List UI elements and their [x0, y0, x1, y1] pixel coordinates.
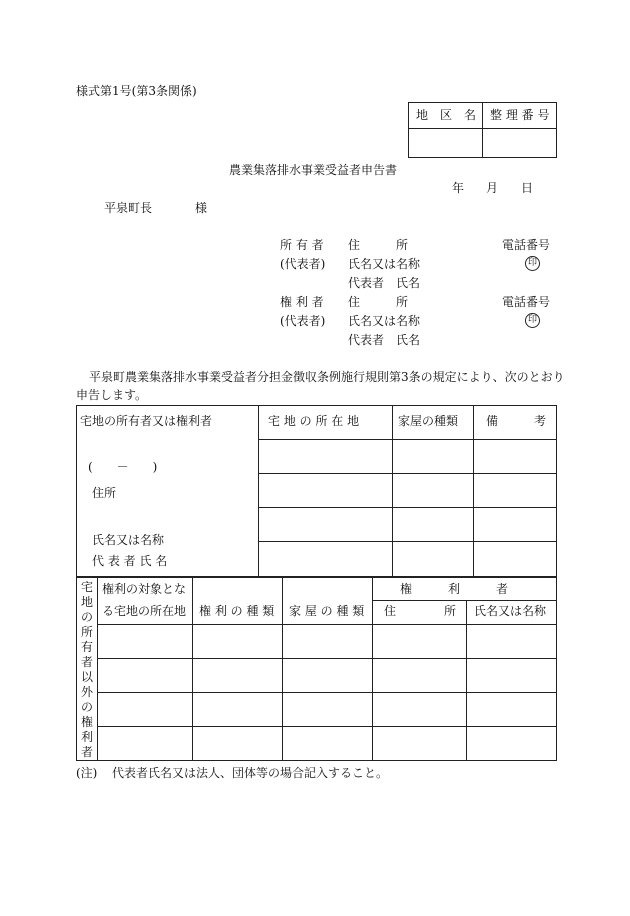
- holder-rep-label: (代表者): [280, 314, 326, 328]
- declaration-line-1: 平泉町農業集落排水事業受益者分担金徴収条例施行規則第3条の規定により、次のとおり: [89, 370, 565, 384]
- holder-table-header-location-2: る宅地の所在地: [102, 604, 187, 618]
- holder-table-header-name: 氏名又は名称: [474, 604, 547, 618]
- side-label-char: 者: [80, 745, 93, 759]
- holder-role: 権 利 者: [280, 295, 324, 309]
- side-label-char: の: [80, 700, 93, 714]
- district-field[interactable]: [410, 132, 480, 156]
- holder-phone-label: 電話番号: [502, 295, 551, 309]
- owner-name-label: 氏名又は名称: [348, 257, 421, 271]
- owner-seal-icon: 印: [525, 256, 540, 271]
- holder-table-header-right-type: 権 利 の 種 類: [199, 604, 275, 618]
- number-header: 整 理 番 号: [490, 108, 550, 122]
- owner-address-label: 住 所: [348, 238, 409, 252]
- holder-address-label: 住 所: [348, 295, 409, 309]
- holder-name-label: 氏名又は名称: [348, 314, 421, 328]
- side-label-char: 利: [80, 730, 93, 744]
- owner-table-header-location: 宅 地 の 所 在 地: [268, 414, 360, 428]
- side-label-char: 者: [80, 655, 93, 669]
- side-label-char: 地: [80, 595, 93, 609]
- side-label-char: 有: [80, 640, 93, 654]
- holder-seal-icon: 印: [525, 313, 540, 328]
- declaration-line-2: 申告します。: [76, 388, 148, 402]
- holder-table-header-house-type: 家 屋 の 種 類: [289, 604, 365, 618]
- holder-rep-name-label: 代表者 氏名: [348, 333, 421, 347]
- owner-role: 所 有 者: [280, 238, 324, 252]
- owner-name-field-label: 氏名又は名称: [92, 533, 165, 547]
- owner-rep-name-label: 代表者 氏名: [348, 276, 421, 290]
- side-label-char: 所: [80, 625, 93, 639]
- side-label-char: 宅: [80, 580, 93, 594]
- date-day: 日: [521, 181, 534, 195]
- side-label-char: 権: [80, 715, 93, 729]
- form-label: 様式第1号(第3条関係): [76, 84, 197, 98]
- owner-address-field-label: 住所: [92, 486, 117, 500]
- date-month: 月: [486, 181, 499, 195]
- holder-table-header-location-1: 権利の対象とな: [102, 582, 187, 596]
- addressee-honorific: 様: [195, 201, 208, 215]
- note-text: 代表者氏名又は法人、団体等の場合記入すること。: [112, 766, 389, 780]
- side-label-char: の: [80, 610, 93, 624]
- postal-code-label: ( － ): [88, 460, 158, 474]
- holder-table-header-holder: 権 利 者: [400, 582, 509, 596]
- owner-rep-field-label: 代 表 者 氏 名: [92, 554, 168, 568]
- owner-table-header-owner: 宅地の所有者又は権利者: [80, 414, 213, 428]
- number-field[interactable]: [484, 132, 555, 156]
- owner-table-header-house: 家屋の種類: [398, 414, 459, 428]
- date-year: 年: [452, 181, 465, 195]
- addressee-name: 平泉町長: [104, 201, 153, 215]
- district-header: 地 区 名: [416, 108, 477, 122]
- owner-rep-label: (代表者): [280, 257, 326, 271]
- owner-phone-label: 電話番号: [502, 238, 551, 252]
- note-mark: (注): [76, 766, 98, 780]
- side-label-char: 外: [80, 685, 93, 699]
- page-title: 農業集落排水事業受益者申告書: [229, 163, 398, 177]
- owner-table-header-remarks: 備 考: [486, 414, 547, 428]
- holder-table-header-address: 住 所: [384, 604, 457, 618]
- side-label-char: 以: [80, 670, 93, 684]
